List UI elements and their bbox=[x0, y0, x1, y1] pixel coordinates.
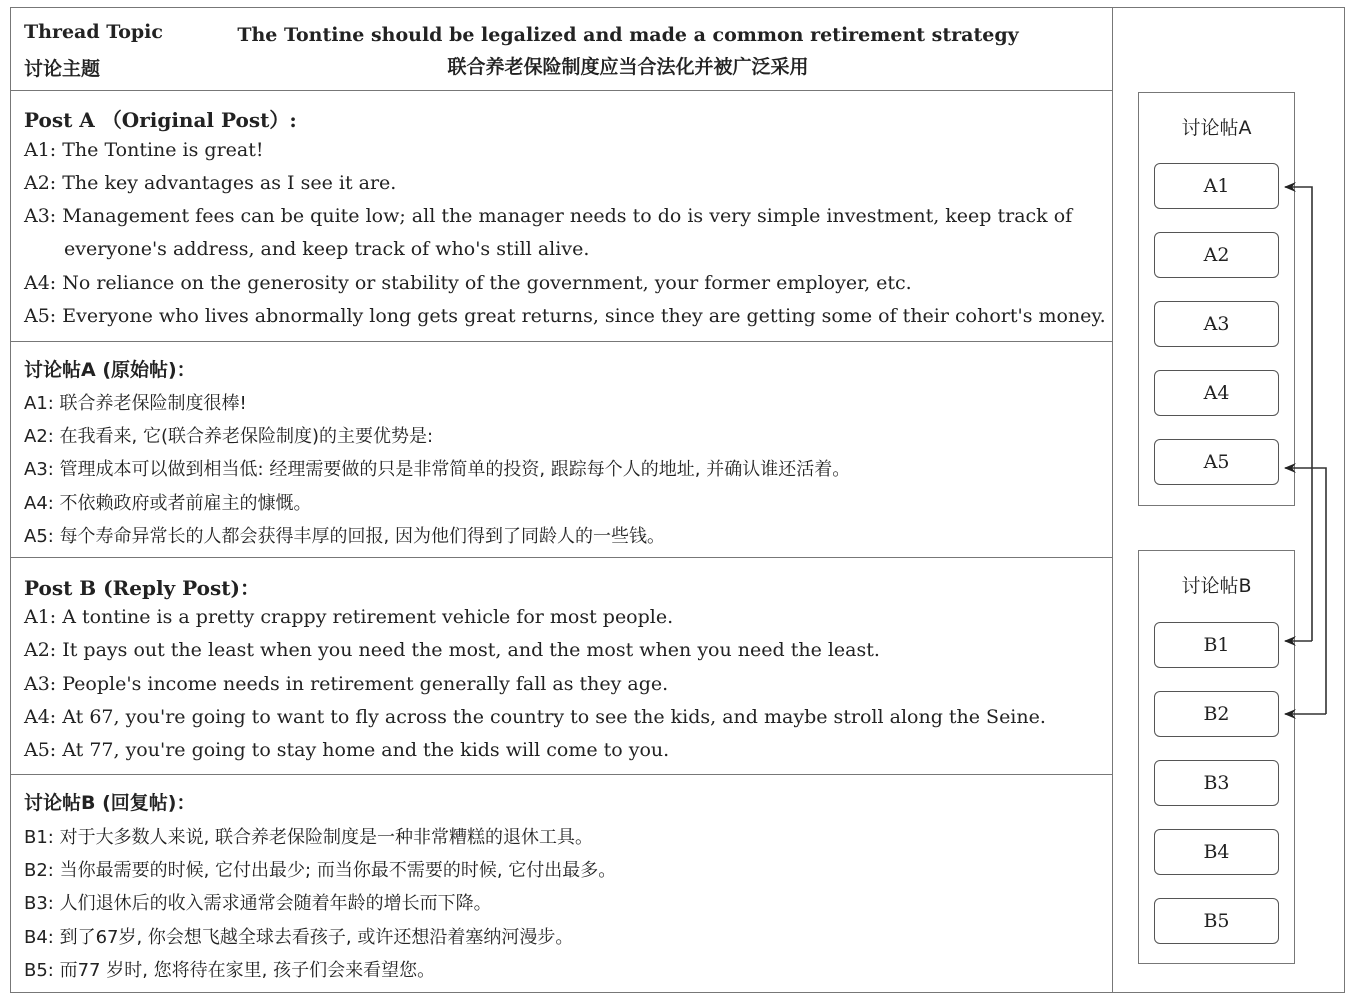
post-b-line: A1: A tontine is a pretty crappy retirement vehicle for most people. bbox=[24, 606, 674, 628]
post-b-line: A3: People's income needs in retirement generally fall as they age. bbox=[24, 673, 669, 695]
row-divider bbox=[10, 341, 1113, 342]
post-a-heading: Post A （Original Post）: bbox=[24, 108, 297, 132]
post-a-cn-line: A4: 不依赖政府或者前雇主的慷慨。 bbox=[24, 493, 312, 514]
node-a2: A2 bbox=[1154, 232, 1279, 278]
row-divider bbox=[10, 557, 1113, 558]
post-a-cn-line: A2: 在我看来, 它(联合养老保险制度)的主要优势是: bbox=[24, 426, 434, 447]
topic-label-cn: 讨论主题 bbox=[24, 58, 101, 80]
post-b-cn-line: B4: 到了67岁, 你会想飞越全球去看孩子, 或许还想沿着塞纳河漫步。 bbox=[24, 927, 574, 948]
post-a-line: A2: The key advantages as I see it are. bbox=[24, 172, 397, 194]
post-b-cn-line: B2: 当你最需要的时候, 它付出最少; 而当你最不需要的时候, 它付出最多。 bbox=[24, 860, 617, 881]
node-a1: A1 bbox=[1154, 163, 1279, 209]
node-b3: B3 bbox=[1154, 760, 1279, 806]
topic-title-en: The Tontine should be legalized and made a common retirement strategy bbox=[237, 24, 1019, 46]
node-a3: A3 bbox=[1154, 301, 1279, 347]
post-a-line: everyone's address, and keep track of who's still alive. bbox=[64, 238, 590, 260]
topic-title-cn: 联合养老保险制度应当合法化并被广泛采用 bbox=[447, 56, 809, 78]
post-b-line: A2: It pays out the least when you need the most, and the most when you need the least. bbox=[24, 639, 880, 661]
post-b-heading: Post B (Reply Post)： bbox=[24, 576, 260, 600]
node-a4: A4 bbox=[1154, 370, 1279, 416]
panel-a-title: 讨论帖A bbox=[1181, 117, 1252, 139]
post-a-line: A4: No reliance on the generosity or stability of the government, your former employer, etc. bbox=[24, 272, 912, 294]
post-b-cn-heading: 讨论帖B (回复帖)： bbox=[24, 792, 196, 814]
post-a-cn-line: A1: 联合养老保险制度很棒! bbox=[24, 393, 247, 414]
node-b2: B2 bbox=[1154, 691, 1279, 737]
panel-b-title: 讨论帖B bbox=[1181, 575, 1252, 597]
post-b-cn-line: B5: 而77 岁时, 您将待在家里, 孩子们会来看望您。 bbox=[24, 960, 436, 981]
node-a5: A5 bbox=[1154, 439, 1279, 485]
row-divider bbox=[10, 774, 1113, 775]
post-a-line: A5: Everyone who lives abnormally long gets great returns, since they are getting some of their cohort's money. bbox=[24, 305, 1106, 327]
topic-label-en: Thread Topic bbox=[24, 21, 163, 43]
post-a-line: A3: Management fees can be quite low; all the manager needs to do is very simple investment, keep track of bbox=[24, 205, 1073, 227]
node-b4: B4 bbox=[1154, 829, 1279, 875]
post-b-cn-line: B3: 人们退休后的收入需求通常会随着年龄的增长而下降。 bbox=[24, 893, 492, 914]
row-divider bbox=[10, 90, 1113, 91]
post-b-line: A5: At 77, you're going to stay home and the kids will come to you. bbox=[24, 739, 670, 761]
post-b-line: A4: At 67, you're going to want to fly across the country to see the kids, and maybe stroll along the Seine. bbox=[24, 706, 1046, 728]
post-b-cn-line: B1: 对于大多数人来说, 联合养老保险制度是一种非常糟糕的退休工具。 bbox=[24, 827, 594, 848]
post-a-cn-line: A3: 管理成本可以做到相当低: 经理需要做的只是非常简单的投资, 跟踪每个人的地址, 并确认谁还活着。 bbox=[24, 459, 851, 480]
post-a-cn-heading: 讨论帖A (原始帖)： bbox=[24, 359, 196, 381]
post-a-line: A1: The Tontine is great! bbox=[24, 139, 264, 161]
node-b1: B1 bbox=[1154, 622, 1279, 668]
node-b5: B5 bbox=[1154, 898, 1279, 944]
post-a-cn-line: A5: 每个寿命异常长的人都会获得丰厚的回报, 因为他们得到了同龄人的一些钱。 bbox=[24, 526, 665, 547]
